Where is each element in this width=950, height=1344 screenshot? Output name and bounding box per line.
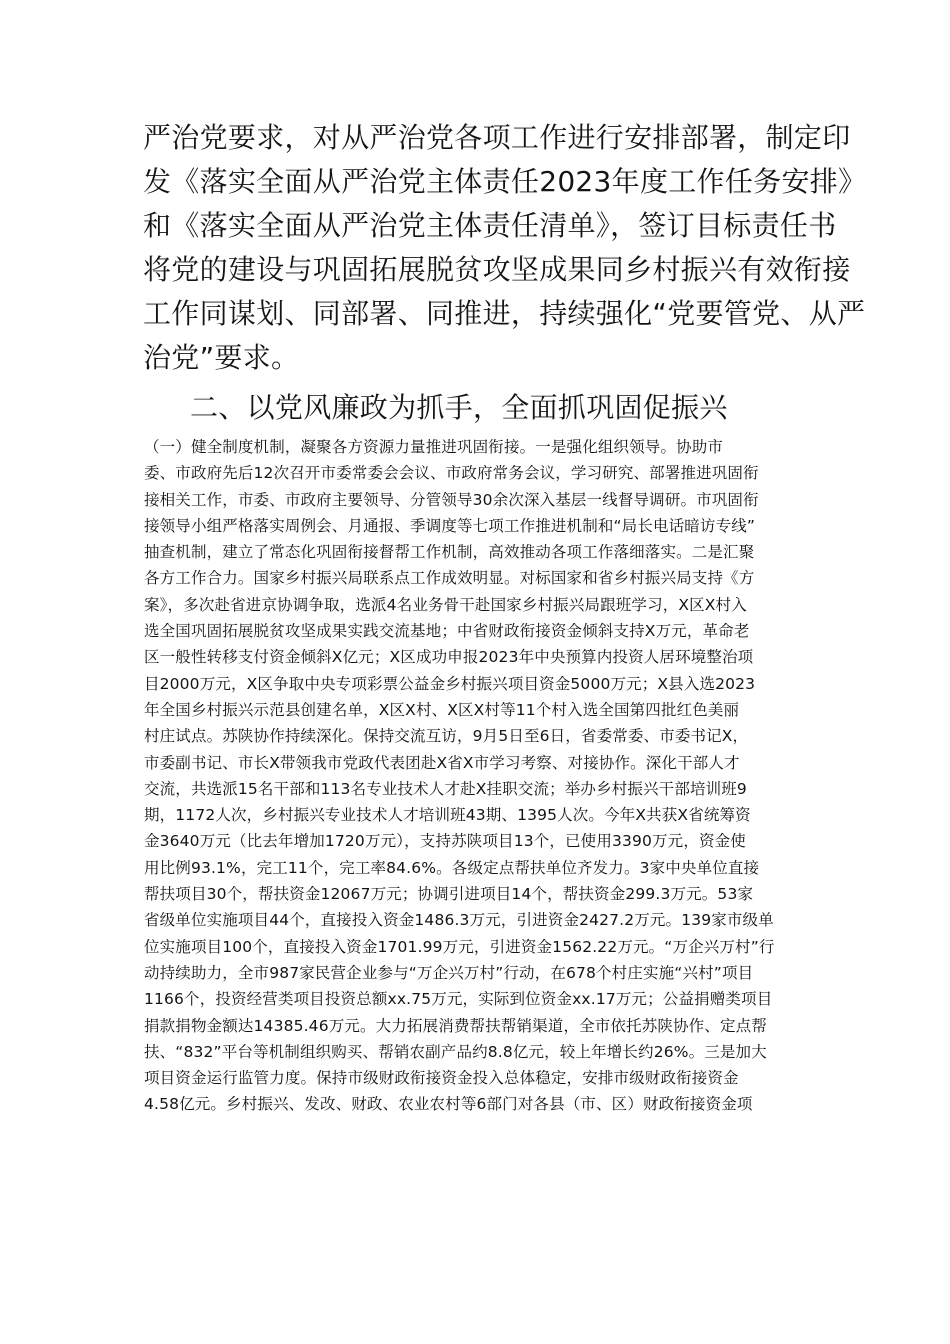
body-line: 委、市政府先后12次召开市委常委会会议、市政府常务会议，学习研究、部署推进巩固衔 xyxy=(144,464,759,483)
body-line: 项目资金运行监管力度。保持市级财政衔接资金投入总体稳定，安排市级财政衔接资金 xyxy=(144,1069,739,1088)
body-paragraph xyxy=(144,434,808,1118)
body-line: 各方工作合力。国家乡村振兴局联系点工作成效明显。对标国家和省乡村振兴局支持《方 xyxy=(144,569,755,588)
body-line: 4.58亿元。乡村振兴、发改、财政、农业农村等6部门对各县（市、区）财政衔接资金项 xyxy=(144,1095,753,1114)
body-line: 村庄试点。苏陕协作持续深化。保持交流互访，9月5日至6日，省委常委、市委书记X， xyxy=(144,727,749,746)
intro-line: 将党的建设与巩固拓展脱贫攻坚成果同乡村振兴有效衔接 xyxy=(143,253,851,286)
body-line: 接领导小组严格落实周例会、月通报、季调度等七项工作推进机制和“局长电话暗访专线” xyxy=(144,516,756,535)
body-line: 金3640万元（比去年增加1720万元），支持苏陕项目13个，已使用3390万元，资金使 xyxy=(144,832,746,851)
body-line: 交流，共选派15名干部和113名专业技术人才赴X挂职交流；举办乡村振兴干部培训班9 xyxy=(144,779,747,798)
intro-line: 治党”要求。 xyxy=(143,341,300,374)
body-line: 动持续助力，全市987家民营企业参与“万企兴万村”行动，在678个村庄实施“兴村”项目 xyxy=(144,963,754,982)
body-line: 案》，多次赴省进京协调争取，选派4名业务骨干赴国家乡村振兴局跟班学习，X区X村入 xyxy=(144,595,747,614)
body-line: 市委副书记、市长X带领我市党政代表团赴X省X市学习考察、对接协作。深化干部人才 xyxy=(144,753,740,772)
intro-line: 严治党要求，对从严治党各项工作进行安排部署，制定印 xyxy=(143,121,851,154)
body-line: 捐款捐物金额达14385.46万元。大力拓展消费帮扶帮销渠道，全市依托苏陕协作、定点帮 xyxy=(144,1016,767,1035)
body-line: 位实施项目100个，直接投入资金1701.99万元，引进资金1562.22万元。“万企兴万村”行 xyxy=(144,937,775,956)
body-line: 期，1172人次，乡村振兴专业技术人才培训班43期、1395人次。今年X共获X省统筹资 xyxy=(144,806,751,825)
body-line: 接相关工作，市委、市政府主要领导、分管领导30余次深入基层一线督导调研。市巩固衔 xyxy=(144,490,759,509)
body-line: 抽查机制，建立了常态化巩固衔接督帮工作机制，高效推动各项工作落细落实。二是汇聚 xyxy=(144,543,755,562)
body-line: 帮扶项目30个，帮扶资金12067万元；协调引进项目14个，帮扶资金299.3万元。53家 xyxy=(144,885,754,904)
body-line: 区一般性转移支付资金倾斜X亿元；X区成功申报2023年中央预算内投资人居环境整治项 xyxy=(144,648,754,667)
body-line: 省级单位实施项目44个，直接投入资金1486.3万元，引进资金2427.2万元。139家市级单 xyxy=(144,911,774,930)
body-line: 年全国乡村振兴示范县创建名单，X区X村、X区X村等11个村入选全国第四批红色美丽 xyxy=(144,700,740,719)
intro-paragraph xyxy=(143,116,867,380)
intro-line: 和《落实全面从严治党主体责任清单》，签订目标责任书 xyxy=(143,209,837,242)
body-line: 选全国巩固拓展脱贫攻坚成果实践交流基地；中省财政衔接资金倾斜支持X万元，革命老 xyxy=(144,622,750,641)
intro-line: 发《落实全面从严治党主体责任2023年度工作任务安排》 xyxy=(143,165,867,198)
body-line: 目2000万元，X区争取中央专项彩票公益金乡村振兴项目资金5000万元；X县入选2023 xyxy=(144,674,756,693)
body-line: 扶、“832”平台等机制组织购买、帮销农副产品约8.8亿元，较上年增长约26%。三是加大 xyxy=(144,1042,767,1061)
body-line: 1166个，投资经营类项目投资总额xx.75万元，实际到位资金xx.17万元；公益捐赠类项目 xyxy=(144,990,773,1009)
body-line: 用比例93.1%，完工11个，完工率84.6%。各级定点帮扶单位齐发力。3家中央单位直接 xyxy=(144,858,760,877)
section-heading: 二、以党风廉政为抓手，全面抓巩固促振兴 xyxy=(190,391,728,424)
body-line: （一）健全制度机制，凝聚各方资源力量推进巩固衔接。一是强化组织领导。协助市 xyxy=(144,438,724,456)
intro-line: 工作同谋划、同部署、同推进，持续强化“党要管党、从严 xyxy=(143,297,866,330)
